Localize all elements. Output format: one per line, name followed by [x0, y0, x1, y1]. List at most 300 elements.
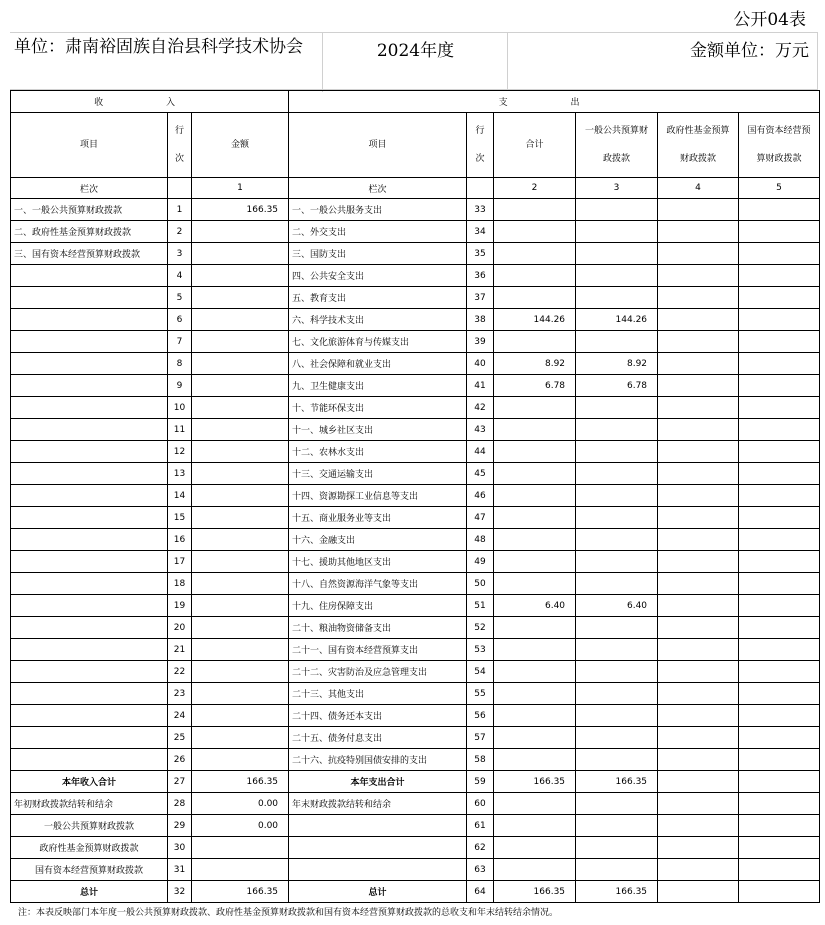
expense-item: 十四、资源勘探工业信息等支出: [289, 485, 467, 507]
income-amount: [192, 243, 289, 265]
income-item: [11, 507, 168, 529]
general-budget-amount: [576, 419, 658, 441]
expense-item: 二十五、债务付息支出: [289, 727, 467, 749]
table-row: [11, 397, 820, 419]
income-row-no: 9: [168, 375, 192, 397]
table-row: [11, 529, 820, 551]
col-general-budget: 一般公共预算财政拨款: [576, 113, 658, 178]
section-header-row: [11, 91, 820, 113]
income-amount: [192, 441, 289, 463]
total-amount: 6.40: [494, 595, 576, 617]
expense-section-title: 支 出: [289, 91, 820, 113]
table-row: [11, 507, 820, 529]
table-row: [11, 661, 820, 683]
table-row: [11, 243, 820, 265]
expense-row-no: 64: [467, 881, 494, 903]
general-budget-amount: [576, 573, 658, 595]
general-budget-amount: [576, 837, 658, 859]
table-row: [11, 551, 820, 573]
income-item: [11, 573, 168, 595]
general-budget-amount: [576, 287, 658, 309]
income-item: [11, 485, 168, 507]
table-row: [11, 331, 820, 353]
income-amount: [192, 617, 289, 639]
expense-item: 十五、商业服务业等支出: [289, 507, 467, 529]
state-capital-amount: [739, 287, 820, 309]
income-row-no: 31: [168, 859, 192, 881]
gov-fund-amount: [658, 485, 739, 507]
gov-fund-amount: [658, 243, 739, 265]
table-row: [11, 221, 820, 243]
total-amount: [494, 661, 576, 683]
general-budget-amount: [576, 661, 658, 683]
income-row-no: 12: [168, 441, 192, 463]
income-item: [11, 375, 168, 397]
state-capital-amount: [739, 199, 820, 221]
income-item: [11, 551, 168, 573]
table-row: [11, 573, 820, 595]
total-amount: [494, 683, 576, 705]
gov-fund-amount: [658, 683, 739, 705]
income-amount: [192, 375, 289, 397]
income-item: [11, 705, 168, 727]
gov-fund-amount: [658, 507, 739, 529]
income-item: 政府性基金预算财政拨款: [11, 837, 168, 859]
total-amount: [494, 287, 576, 309]
general-budget-amount: [576, 265, 658, 287]
income-amount: 166.35: [192, 771, 289, 793]
table-row: [11, 771, 820, 793]
income-amount: [192, 859, 289, 881]
expense-item: 九、卫生健康支出: [289, 375, 467, 397]
income-item: 一、一般公共预算财政拨款: [11, 199, 168, 221]
state-capital-amount: [739, 771, 820, 793]
income-amount: [192, 287, 289, 309]
income-row-no: 27: [168, 771, 192, 793]
table-row: [11, 199, 820, 221]
total-amount: [494, 705, 576, 727]
expense-item: 二十一、国有资本经营预算支出: [289, 639, 467, 661]
total-amount: [494, 265, 576, 287]
expense-row-no: 45: [467, 463, 494, 485]
table-row: [11, 793, 820, 815]
general-budget-amount: [576, 199, 658, 221]
state-capital-amount: [739, 331, 820, 353]
state-capital-amount: [739, 353, 820, 375]
income-amount: [192, 573, 289, 595]
total-amount: [494, 507, 576, 529]
total-amount: [494, 749, 576, 771]
expense-item: 十六、金融支出: [289, 529, 467, 551]
general-budget-amount: [576, 705, 658, 727]
expense-item: 八、社会保障和就业支出: [289, 353, 467, 375]
income-amount: [192, 265, 289, 287]
expense-item: 十、节能环保支出: [289, 397, 467, 419]
expense-row-no: 37: [467, 287, 494, 309]
expense-row-no: 54: [467, 661, 494, 683]
gov-fund-amount: [658, 463, 739, 485]
general-budget-amount: 144.26: [576, 309, 658, 331]
money-unit: 金额单位：万元: [507, 33, 818, 89]
general-budget-amount: 6.78: [576, 375, 658, 397]
income-amount: [192, 727, 289, 749]
expense-row-no: 43: [467, 419, 494, 441]
expense-item: 三、国防支出: [289, 243, 467, 265]
expense-row-no: 35: [467, 243, 494, 265]
gov-fund-amount: [658, 551, 739, 573]
state-capital-amount: [739, 727, 820, 749]
table-row: [11, 375, 820, 397]
total-amount: 144.26: [494, 309, 576, 331]
income-row-no: 6: [168, 309, 192, 331]
expense-row-no: 33: [467, 199, 494, 221]
table-row: [11, 287, 820, 309]
total-amount: [494, 331, 576, 353]
table-row: [11, 749, 820, 771]
income-row-no: 14: [168, 485, 192, 507]
state-capital-amount: [739, 837, 820, 859]
expense-row-no: 48: [467, 529, 494, 551]
col-income-item: 项目: [11, 113, 168, 178]
income-amount: [192, 221, 289, 243]
state-capital-amount: [739, 375, 820, 397]
income-amount: [192, 705, 289, 727]
income-row-no: 18: [168, 573, 192, 595]
income-item: [11, 639, 168, 661]
income-item: [11, 309, 168, 331]
income-amount: [192, 661, 289, 683]
expense-row-no: 46: [467, 485, 494, 507]
income-row-no: 11: [168, 419, 192, 441]
income-amount: [192, 639, 289, 661]
income-row-no: 13: [168, 463, 192, 485]
table-row: [11, 727, 820, 749]
income-row-no: 22: [168, 661, 192, 683]
table-row: [11, 617, 820, 639]
gov-fund-amount: [658, 331, 739, 353]
income-item: [11, 397, 168, 419]
state-capital-amount: [739, 485, 820, 507]
general-budget-amount: [576, 243, 658, 265]
column-index-row: [11, 178, 820, 199]
income-amount: [192, 419, 289, 441]
lanci-label: 栏次: [11, 178, 168, 199]
total-amount: [494, 485, 576, 507]
expense-item: 四、公共安全支出: [289, 265, 467, 287]
expense-item: 一、一般公共服务支出: [289, 199, 467, 221]
form-number: 公开04表: [733, 10, 806, 30]
general-budget-amount: 166.35: [576, 881, 658, 903]
general-budget-amount: [576, 749, 658, 771]
income-row-no: 21: [168, 639, 192, 661]
form-number-bar: [10, 0, 818, 32]
state-capital-amount: [739, 793, 820, 815]
gov-fund-amount: [658, 353, 739, 375]
general-budget-amount: [576, 551, 658, 573]
gov-fund-amount: [658, 661, 739, 683]
total-amount: [494, 837, 576, 859]
state-capital-amount: [739, 639, 820, 661]
gov-fund-amount: [658, 529, 739, 551]
table-row: [11, 353, 820, 375]
total-amount: [494, 859, 576, 881]
expense-row-no: 60: [467, 793, 494, 815]
general-budget-amount: [576, 331, 658, 353]
income-row-no: 26: [168, 749, 192, 771]
total-amount: [494, 397, 576, 419]
income-item: [11, 419, 168, 441]
state-capital-amount: [739, 419, 820, 441]
income-item: [11, 617, 168, 639]
col-income-row-no: 行次: [168, 113, 192, 178]
income-row-no: 30: [168, 837, 192, 859]
state-capital-amount: [739, 573, 820, 595]
general-budget-amount: [576, 441, 658, 463]
state-capital-amount: [739, 265, 820, 287]
general-budget-amount: [576, 815, 658, 837]
income-row-no: 32: [168, 881, 192, 903]
state-capital-amount: [739, 683, 820, 705]
expense-row-no: 42: [467, 397, 494, 419]
general-budget-amount: [576, 727, 658, 749]
expense-row-no: 34: [467, 221, 494, 243]
expense-row-no: 62: [467, 837, 494, 859]
state-capital-amount: [739, 397, 820, 419]
income-item: [11, 287, 168, 309]
general-budget-amount: [576, 529, 658, 551]
table-row: [11, 309, 820, 331]
gov-fund-amount: [658, 727, 739, 749]
income-amount: [192, 683, 289, 705]
total-amount: [494, 639, 576, 661]
income-item: [11, 661, 168, 683]
income-item: 一般公共预算财政拨款: [11, 815, 168, 837]
total-amount: [494, 221, 576, 243]
expense-row-no: 38: [467, 309, 494, 331]
gov-fund-amount: [658, 837, 739, 859]
gov-fund-amount: [658, 881, 739, 903]
income-item: [11, 441, 168, 463]
expense-row-no: 58: [467, 749, 494, 771]
income-item: [11, 595, 168, 617]
gov-fund-amount: [658, 771, 739, 793]
expense-item: 二十、粮油物资储备支出: [289, 617, 467, 639]
gov-fund-amount: [658, 265, 739, 287]
total-amount: 166.35: [494, 881, 576, 903]
expense-item: 年末财政拨款结转和结余: [289, 793, 467, 815]
income-amount: [192, 551, 289, 573]
state-capital-amount: [739, 463, 820, 485]
income-item: [11, 463, 168, 485]
income-row-no: 20: [168, 617, 192, 639]
fiscal-appropriation-table: [10, 90, 820, 903]
lanci-5: 5: [739, 178, 820, 199]
state-capital-amount: [739, 595, 820, 617]
table-row: [11, 683, 820, 705]
general-budget-amount: [576, 221, 658, 243]
income-amount: [192, 507, 289, 529]
gov-fund-amount: [658, 221, 739, 243]
lanci-blank: [168, 178, 192, 199]
income-section-title: 收 入: [11, 91, 289, 113]
column-header-row: [11, 113, 820, 178]
col-gov-fund: 政府性基金预算财政拨款: [658, 113, 739, 178]
gov-fund-amount: [658, 617, 739, 639]
income-item: [11, 727, 168, 749]
expense-item: 二十二、灾害防治及应急管理支出: [289, 661, 467, 683]
gov-fund-amount: [658, 441, 739, 463]
total-amount: [494, 463, 576, 485]
income-amount: [192, 749, 289, 771]
state-capital-amount: [739, 859, 820, 881]
expense-row-no: 57: [467, 727, 494, 749]
total-amount: [494, 793, 576, 815]
state-capital-amount: [739, 529, 820, 551]
gov-fund-amount: [658, 793, 739, 815]
expense-row-no: 53: [467, 639, 494, 661]
income-row-no: 17: [168, 551, 192, 573]
income-row-no: 25: [168, 727, 192, 749]
general-budget-amount: [576, 617, 658, 639]
income-item: 本年收入合计: [11, 771, 168, 793]
general-budget-amount: [576, 507, 658, 529]
income-item: 二、政府性基金预算财政拨款: [11, 221, 168, 243]
total-amount: [494, 441, 576, 463]
col-expense-item: 项目: [289, 113, 467, 178]
table-row: [11, 595, 820, 617]
expense-row-no: 49: [467, 551, 494, 573]
table-row: [11, 705, 820, 727]
income-row-no: 2: [168, 221, 192, 243]
col-total: 合计: [494, 113, 576, 178]
expense-row-no: 61: [467, 815, 494, 837]
gov-fund-amount: [658, 639, 739, 661]
table-row: [11, 463, 820, 485]
expense-row-no: 40: [467, 353, 494, 375]
total-amount: [494, 529, 576, 551]
total-amount: 6.78: [494, 375, 576, 397]
income-row-no: 16: [168, 529, 192, 551]
expense-item: 本年支出合计: [289, 771, 467, 793]
unit-name: 单位：肃南裕固族自治县科学技术协会: [14, 37, 303, 57]
gov-fund-amount: [658, 309, 739, 331]
expense-item: 总计: [289, 881, 467, 903]
income-item: [11, 683, 168, 705]
table-row: [11, 639, 820, 661]
income-amount: [192, 485, 289, 507]
income-amount: [192, 529, 289, 551]
income-amount: 166.35: [192, 199, 289, 221]
income-item: 年初财政拨款结转和结余: [11, 793, 168, 815]
gov-fund-amount: [658, 705, 739, 727]
income-row-no: 4: [168, 265, 192, 287]
expense-item: 五、教育支出: [289, 287, 467, 309]
income-row-no: 3: [168, 243, 192, 265]
income-amount: 0.00: [192, 793, 289, 815]
income-amount: [192, 331, 289, 353]
gov-fund-amount: [658, 397, 739, 419]
expense-row-no: 44: [467, 441, 494, 463]
expense-row-no: 50: [467, 573, 494, 595]
table-row: [11, 419, 820, 441]
general-budget-amount: [576, 397, 658, 419]
expense-row-no: 56: [467, 705, 494, 727]
general-budget-amount: 6.40: [576, 595, 658, 617]
expense-item: 二十四、债务还本支出: [289, 705, 467, 727]
expense-item: 六、科学技术支出: [289, 309, 467, 331]
expense-item: [289, 815, 467, 837]
table-row: [11, 859, 820, 881]
income-row-no: 29: [168, 815, 192, 837]
state-capital-amount: [739, 551, 820, 573]
expense-row-no: 39: [467, 331, 494, 353]
income-row-no: 7: [168, 331, 192, 353]
gov-fund-amount: [658, 199, 739, 221]
expense-row-no: 47: [467, 507, 494, 529]
expense-item: 十八、自然资源海洋气象等支出: [289, 573, 467, 595]
lanci-4: 4: [658, 178, 739, 199]
expense-item: 七、文化旅游体育与传媒支出: [289, 331, 467, 353]
lanci-label-2: 栏次: [289, 178, 467, 199]
table-row: [11, 485, 820, 507]
expense-item: 二十三、其他支出: [289, 683, 467, 705]
report-header: [10, 32, 818, 90]
general-budget-amount: [576, 463, 658, 485]
footnote: 注：本表反映部门本年度一般公共预算财政拨款、政府性基金预算财政拨款和国有资本经营预算财政拨款的总收支和年末结转结余情况。: [18, 908, 559, 918]
income-row-no: 23: [168, 683, 192, 705]
general-budget-amount: [576, 793, 658, 815]
expense-item: 二十六、抗疫特别国债安排的支出: [289, 749, 467, 771]
total-amount: 166.35: [494, 771, 576, 793]
table-row: [11, 837, 820, 859]
expense-item: 二、外交支出: [289, 221, 467, 243]
general-budget-amount: [576, 639, 658, 661]
income-row-no: 28: [168, 793, 192, 815]
col-income-amount: 金额: [192, 113, 289, 178]
income-row-no: 24: [168, 705, 192, 727]
state-capital-amount: [739, 309, 820, 331]
expense-row-no: 41: [467, 375, 494, 397]
total-amount: 8.92: [494, 353, 576, 375]
income-item: [11, 749, 168, 771]
income-amount: [192, 353, 289, 375]
total-amount: [494, 617, 576, 639]
total-amount: [494, 727, 576, 749]
state-capital-amount: [739, 705, 820, 727]
state-capital-amount: [739, 221, 820, 243]
total-amount: [494, 573, 576, 595]
gov-fund-amount: [658, 815, 739, 837]
gov-fund-amount: [658, 749, 739, 771]
income-row-no: 5: [168, 287, 192, 309]
income-item: 总计: [11, 881, 168, 903]
expense-item: 十九、住房保障支出: [289, 595, 467, 617]
expense-item: [289, 837, 467, 859]
income-amount: [192, 397, 289, 419]
income-amount: 0.00: [192, 815, 289, 837]
total-amount: [494, 815, 576, 837]
state-capital-amount: [739, 243, 820, 265]
income-row-no: 8: [168, 353, 192, 375]
income-item: [11, 331, 168, 353]
general-budget-amount: [576, 683, 658, 705]
table-row: [11, 265, 820, 287]
total-amount: [494, 551, 576, 573]
state-capital-amount: [739, 749, 820, 771]
general-budget-amount: [576, 859, 658, 881]
expense-item: 十一、城乡社区支出: [289, 419, 467, 441]
gov-fund-amount: [658, 375, 739, 397]
